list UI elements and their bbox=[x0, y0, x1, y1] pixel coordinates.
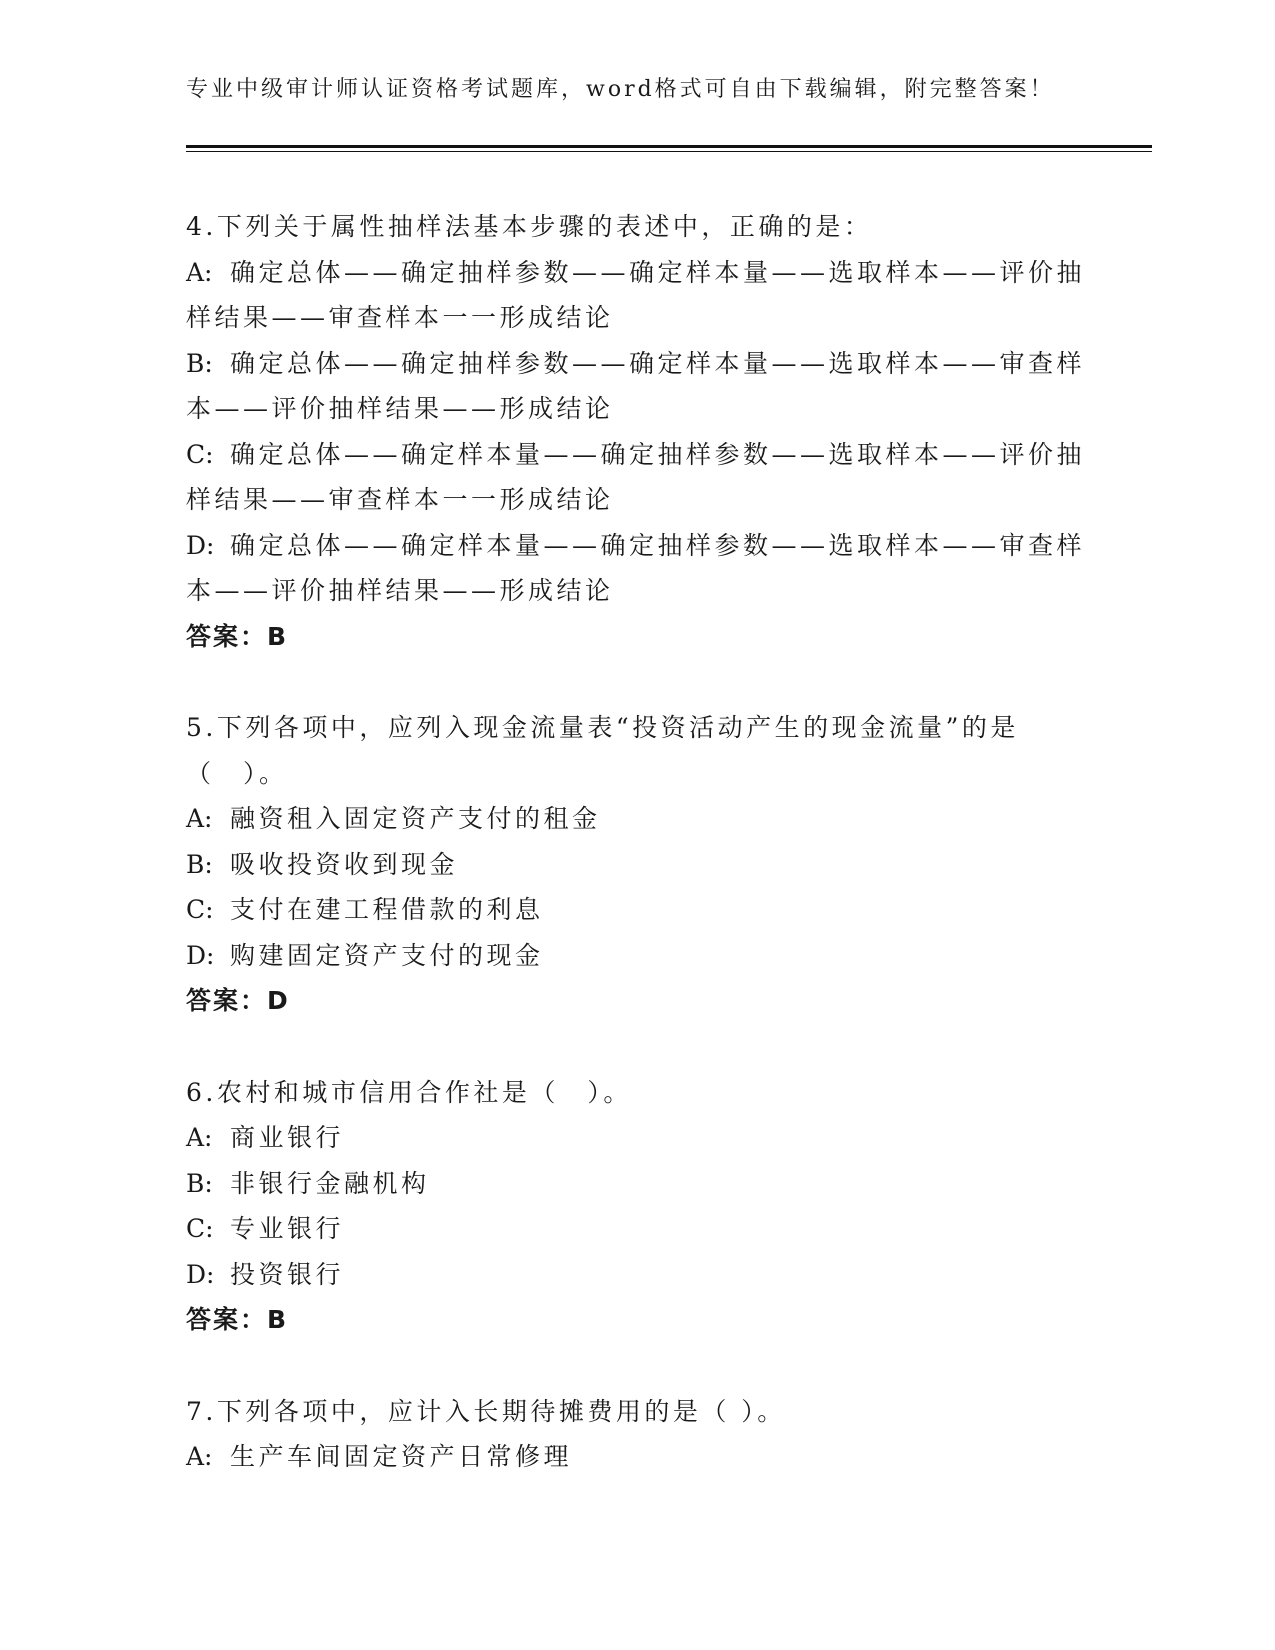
header-rule-thin bbox=[186, 151, 1152, 152]
option-a bbox=[186, 1115, 1086, 1161]
question-stem: 7.下列各项中，应计入长期待摊费用的是（ ）。 bbox=[186, 1396, 786, 1426]
option-letter: A: bbox=[186, 1123, 213, 1152]
option-a bbox=[186, 250, 1086, 341]
option-text: 吸收投资收到现金 bbox=[230, 849, 459, 879]
option-letter: B: bbox=[186, 348, 213, 378]
option-text: 非银行金融机构 bbox=[230, 1168, 430, 1198]
option-text: 确定总体——确定样本量——确定抽样参数——选取样本——审查样本——评价抽样结果——形成结论 bbox=[186, 530, 1086, 605]
option-text: 融资租入固定资产支付的租金 bbox=[230, 804, 601, 833]
header-rule-thick bbox=[186, 145, 1152, 148]
option-text: 确定总体——确定样本量——确定抽样参数——选取样本——评价抽样结果——审查样本一一形成结论 bbox=[186, 439, 1086, 514]
option-letter: D: bbox=[186, 530, 215, 560]
option-b bbox=[186, 341, 1086, 432]
option-letter: B: bbox=[186, 1168, 213, 1198]
question-6 bbox=[186, 1070, 1086, 1343]
option-letter: A: bbox=[186, 1442, 213, 1471]
option-text: 生产车间固定资产日常修理 bbox=[230, 1442, 573, 1471]
question-4 bbox=[186, 204, 1086, 659]
option-a bbox=[186, 1434, 1086, 1480]
option-text: 投资银行 bbox=[230, 1259, 345, 1289]
question-stem: 6.农村和城市信用合作社是（ ）。 bbox=[186, 1077, 632, 1107]
answer-label: 答案：B bbox=[186, 1305, 289, 1334]
option-c bbox=[186, 887, 1086, 933]
question-5 bbox=[186, 705, 1086, 1024]
question-7 bbox=[186, 1389, 1086, 1480]
option-b bbox=[186, 842, 1086, 888]
option-text: 确定总体——确定抽样参数——确定样本量——选取样本——评价抽样结果——审查样本一一形成结论 bbox=[186, 257, 1086, 332]
option-d bbox=[186, 1252, 1086, 1298]
option-c bbox=[186, 432, 1086, 523]
page-header: 专业中级审计师认证资格考试题库，word格式可自由下载编辑，附完整答案！ bbox=[186, 77, 1055, 102]
option-text: 支付在建工程借款的利息 bbox=[230, 895, 544, 924]
option-letter: D: bbox=[186, 1259, 215, 1289]
option-letter: A: bbox=[186, 257, 213, 287]
option-letter: C: bbox=[186, 895, 214, 924]
option-letter: B: bbox=[186, 849, 213, 879]
question-list bbox=[186, 204, 1086, 1526]
option-a bbox=[186, 796, 1086, 842]
option-d bbox=[186, 933, 1086, 979]
option-letter: C: bbox=[186, 1214, 214, 1243]
option-text: 确定总体——确定抽样参数——确定样本量——选取样本——审查样本——评价抽样结果——形成结论 bbox=[186, 348, 1086, 423]
option-letter: A: bbox=[186, 804, 213, 833]
option-b bbox=[186, 1161, 1086, 1207]
answer-label: 答案：B bbox=[186, 621, 289, 651]
option-d bbox=[186, 523, 1086, 614]
question-stem: 4.下列关于属性抽样法基本步骤的表述中，正确的是： bbox=[186, 212, 873, 241]
option-text: 商业银行 bbox=[230, 1123, 345, 1152]
option-text: 购建固定资产支付的现金 bbox=[230, 940, 544, 970]
option-letter: C: bbox=[186, 439, 214, 469]
answer-label: 答案：D bbox=[186, 986, 290, 1015]
option-c bbox=[186, 1206, 1086, 1252]
option-text: 专业银行 bbox=[230, 1214, 345, 1243]
question-stem: 5.下列各项中，应列入现金流量表“投资活动产生的现金流量”的是（ ）。 bbox=[186, 713, 1019, 788]
option-letter: D: bbox=[186, 940, 215, 970]
